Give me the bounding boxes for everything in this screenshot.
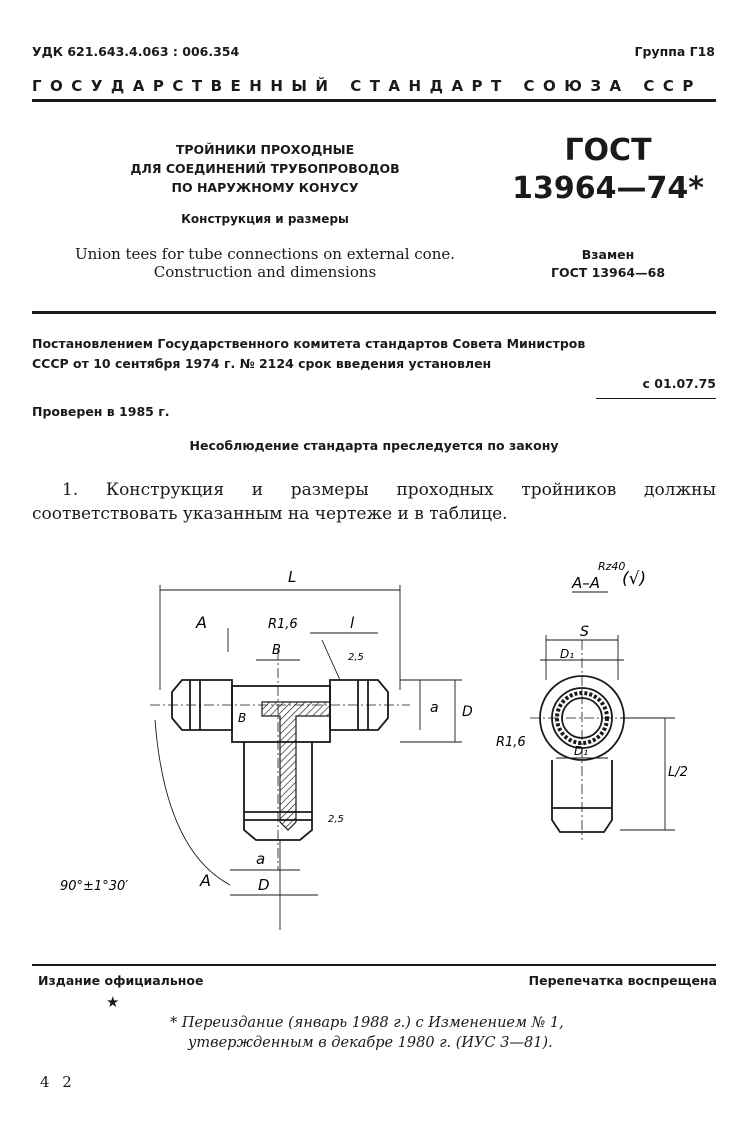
dim-B-top: B: [272, 643, 281, 658]
dim-D-bottom: D: [258, 876, 270, 894]
footer-rule: [32, 964, 716, 966]
dim-D-right: D: [462, 704, 473, 720]
replaces-standard: ГОСТ 13964—68: [550, 265, 666, 280]
dim-a-bottom: a: [256, 850, 266, 868]
dim-D1-top: D₁: [560, 647, 575, 661]
roughness-top: 2,5: [348, 652, 364, 663]
reissue-note-2: утвержденным в декабре 1980 г. (ИУС 3—81).: [188, 1035, 553, 1051]
section-mark-a-top: A: [196, 613, 207, 632]
dim-L: L: [288, 568, 297, 586]
english-title-2: Construction and dimensions: [153, 263, 377, 281]
section-label: А–А: [572, 574, 601, 592]
section-hatch: [262, 702, 330, 830]
dim-B-side: B: [238, 711, 247, 725]
gost-number: 13964—74*: [512, 171, 704, 206]
decree-date-rule: [596, 398, 716, 399]
reissue-note-1: * Переиздание (январь 1988 г.) с Изменением № 1,: [170, 1015, 564, 1031]
paragraph-1: 1. Конструкция и размеры проходных тройников должны соответствовать указанным на чертеже и в таблице.: [32, 480, 716, 524]
state-standard-heading: ГОСУДАРСТВЕННЫЙ СТАНДАРТ СОЮЗА ССР: [32, 77, 702, 95]
dim-l: l: [350, 614, 355, 632]
section-mark-a-bottom: A: [200, 871, 211, 890]
radius-label: R1,6: [268, 617, 298, 632]
gost-label: ГОСТ: [564, 133, 652, 168]
law-note: Несоблюдение стандарта преследуется по закону: [189, 438, 559, 453]
decree-line-2: СССР от 10 сентября 1974 г. № 2124 срок введения установлен: [32, 356, 492, 371]
dim-a-right: a: [430, 700, 439, 716]
section-radius: R1,6: [496, 735, 526, 750]
page-number: 4 2: [40, 1073, 76, 1091]
angle-label: 90°±1°30′: [60, 879, 129, 894]
official-edition: Издание официальное: [38, 973, 204, 988]
decree-date: с 01.07.75: [642, 376, 716, 391]
star-mark: ★: [106, 993, 120, 1011]
title-rule: [32, 311, 716, 314]
udk-code: УДК 621.643.4.063 : 006.354: [32, 44, 240, 59]
checked-note: Проверен в 1985 г.: [32, 404, 170, 419]
english-title-1: Union tees for tube connections on external cone.: [74, 245, 456, 263]
tee-drawing: [0, 540, 749, 960]
dim-D1-bottom: D₁: [574, 744, 589, 758]
roughness-bottom: 2,5: [328, 814, 344, 825]
title-line-3: ПО НАРУЖНОМУ КОНУСУ: [171, 180, 359, 195]
title-subtitle: Конструкция и размеры: [181, 212, 349, 226]
reprint-prohibited: Перепечатка воспрещена: [528, 973, 717, 988]
roughness-main: Rz40: [598, 560, 626, 573]
roughness-check: (√): [622, 569, 647, 589]
group-code: Группа Г18: [634, 44, 715, 59]
replaces-label: Взамен: [581, 247, 635, 262]
dim-L2: L/2: [668, 765, 688, 780]
decree-line-1: Постановлением Государственного комитета стандартов Совета Министров: [32, 336, 586, 351]
header-rule: [32, 99, 716, 102]
dim-S: S: [580, 624, 589, 640]
title-line-1: ТРОЙНИКИ ПРОХОДНЫЕ: [175, 142, 355, 157]
title-line-2: ДЛЯ СОЕДИНЕНИЙ ТРУБОПРОВОДОВ: [130, 161, 400, 176]
